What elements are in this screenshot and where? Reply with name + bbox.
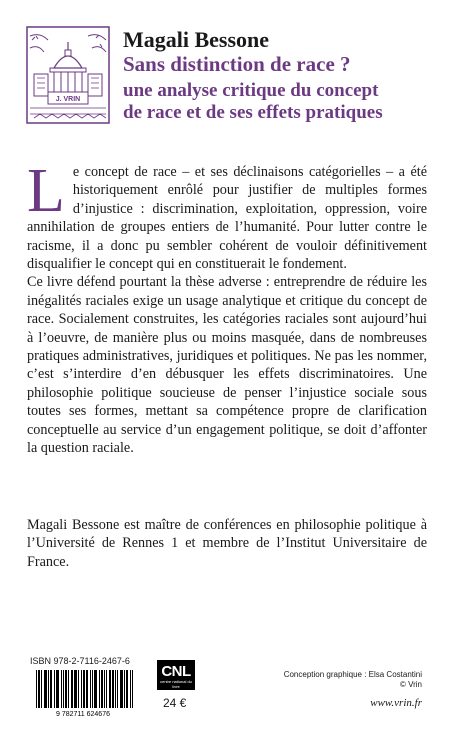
blurb-paragraph-1 [27,157,427,273]
cover-header [123,28,433,124]
credits [284,670,422,690]
price: 24 € [163,696,187,710]
subtitle-line-2: de race et de ses effets pratiques [123,102,383,123]
credit-copyright: © Vrin [399,680,422,689]
author-bio [27,516,427,571]
subtitle-line-1: une analyse critique du concept [123,80,379,101]
cnl-logo [157,660,195,690]
cnl-logo-subtext: centre national du livre [160,679,192,689]
isbn: ISBN 978-2-7116-2467-6 [30,656,130,666]
book-subtitle [123,80,433,124]
author-name: Magali Bessone [123,27,270,52]
barcode-graphic [30,670,136,718]
vrin-building-icon [26,26,110,124]
publisher-website[interactable]: www.vrin.fr [370,697,422,709]
blurb-paragraph-1-text: e concept de race – et ses déclinaisons catégorielles – a été historiquement enrôlé pour justifier de multiples formes d’injustice : discrimination, exploitation, oppression, voire annihilation de groupes entiers de l’humanité. Pour lutter contre le racisme, il a donc pu sembler cohérent de vouloir définitivement disqualifier le concept qui en constituerait le fondement. [27,164,427,273]
cnl-logo-text: CNL [161,663,191,680]
book-title: Sans distinction de race ? [123,52,351,76]
logo-label: J. VRIN [55,96,81,103]
author-bio-text: Magali Bessone est maître de conférences en philosophie politique à l’Université de Rennes 1 et membre de l’Institut Universitaire de France. [27,517,427,570]
vrin-logo [26,26,110,124]
barcode [30,670,136,718]
credit-design: Conception graphique : Elsa Costantini [283,670,422,679]
dropcap: L [27,157,65,225]
blurb-paragraph-2: Ce livre défend pourtant la thèse adverse : entreprendre de réduire les inégalités raciales exige un usage analytique et critique du concept de race. Socialement construites, les catégories raciales sont aujourd’hui à l’oeuvre, de manière plus ou moins masquée, dans de nombreuses pratiques administratives, juridiques et politiques. Ne pas les nommer, c’est s’interdire d’en débusquer les effets discriminatoires. Une philosophie politique soucieuse de penser l’injustice sociale sous toutes ses formes, mettant sa compétence propre de clarification conceptuelle au service d’un engagement politique, se doit d’affonter la question raciale. [27,274,427,457]
barcode-digits: 9 782711 624676 [56,711,110,718]
blurb [27,157,427,458]
